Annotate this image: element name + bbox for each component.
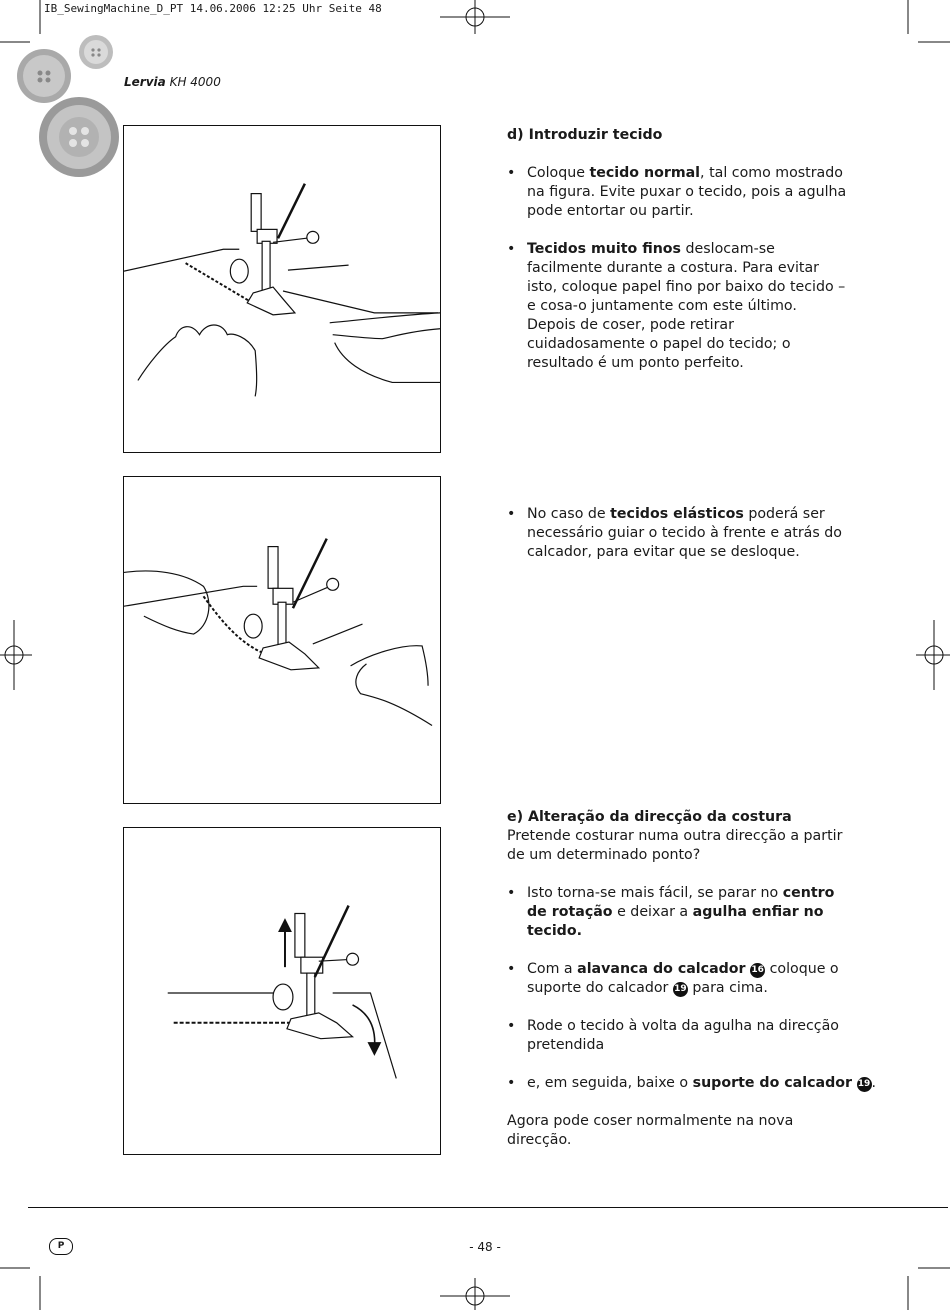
section-d-elastic: [507, 505, 847, 562]
section-e-bullets: [507, 884, 877, 1093]
bullet-lower-foot: • e, em seguida, baixe o suporte do calcador 19.: [507, 1074, 847, 1093]
sewing-foot-illustration: [124, 828, 440, 1154]
language-badge: P: [49, 1238, 73, 1255]
callout-number: 19: [673, 982, 688, 997]
button-decoration-icon: [17, 35, 119, 177]
elastic-bullets: [507, 505, 847, 562]
section-e: [507, 808, 877, 1150]
figure-normal-fabric: [123, 125, 441, 453]
section-e-outro: Agora pode coser normalmente na nova direcção.: [507, 1113, 794, 1148]
section-d-heading: d) Introduzir tecido: [507, 127, 663, 143]
bullet-elastic-fabric: • No caso de tecidos elásticos poderá ser necessário guiar o tecido à frente e atrás do calcador, para evitar que se desloque.: [507, 505, 847, 562]
page-number: - 48 -: [469, 1240, 501, 1254]
section-e-intro: Pretende costurar numa outra direcção a partir de um determinado ponto?: [507, 828, 843, 863]
figure-elastic-fabric: [123, 476, 441, 804]
figure-change-direction: [123, 827, 441, 1155]
callout-number: 16: [750, 963, 765, 978]
bullet-normal-fabric: • Coloque tecido normal, tal como mostrado na figura. Evite puxar o tecido, pois a agulha pode entortar ou partir.: [507, 164, 847, 221]
printer-slug: IB_SewingMachine_D_PT 14.06.2006 12:25 Uhr Seite 48: [44, 2, 382, 15]
bullet-presser-lever: • Com a alavanca do calcador 16 coloque o suporte do calcador 19 para cima.: [507, 960, 847, 998]
bullet-rotate-fabric: • Rode o tecido à volta da agulha na direcção pretendida: [507, 1017, 847, 1055]
section-d-bullets: [507, 164, 847, 373]
footer-rule: [28, 1207, 948, 1208]
callout-number: 19: [857, 1077, 872, 1092]
sewing-foot-illustration: [124, 126, 440, 452]
brand-model: Lervia KH 4000: [124, 75, 221, 89]
bullet-thin-fabric: • Tecidos muito finos deslocam-se facilmente durante a costura. Para evitar isto, coloque papel fino por baixo do tecido – e cosa-o juntamente com este último. Depois de coser, pode retirar cuidadosamente o papel do tecido; o resultado é um ponto perfeito.: [507, 240, 847, 373]
bullet-rotation-center: • Isto torna-se mais fácil, se parar no centro de rotação e deixar a agulha enfiar no tecido.: [507, 884, 847, 941]
sewing-foot-illustration: [124, 477, 440, 803]
section-d: [507, 126, 847, 373]
section-e-heading: e) Alteração da direcção da costura: [507, 809, 792, 825]
